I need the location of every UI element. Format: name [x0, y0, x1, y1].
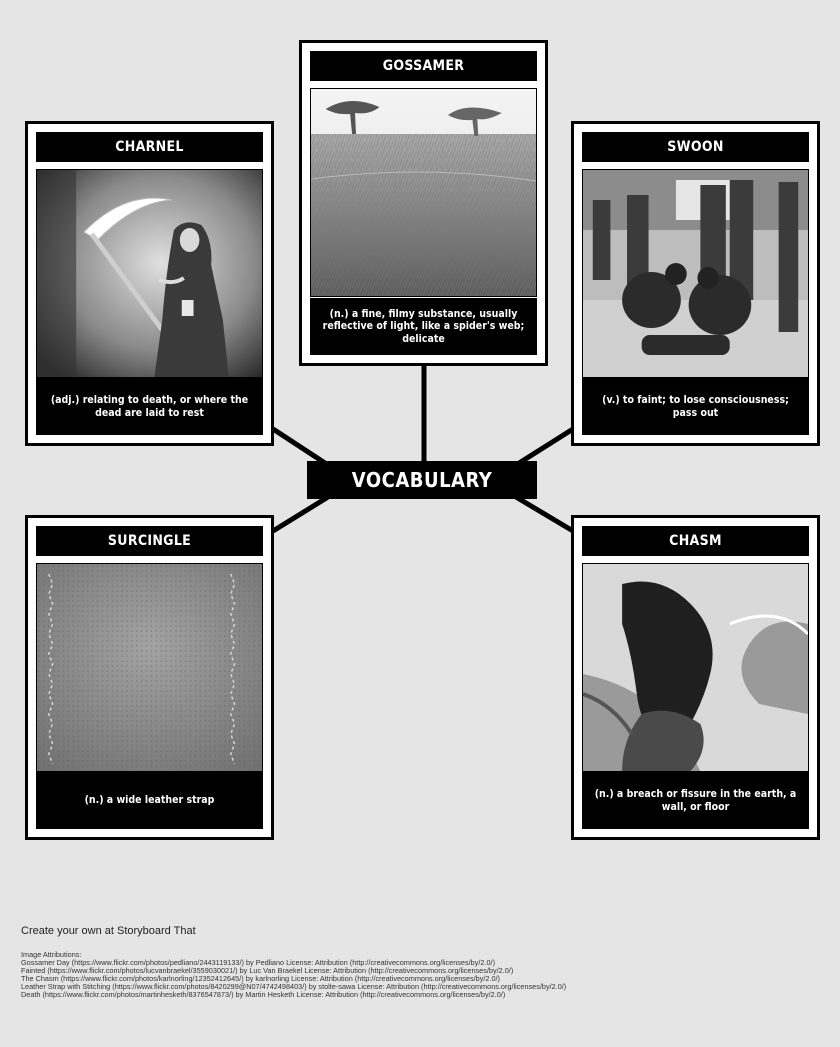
fainted-soldier-image — [582, 169, 809, 378]
chasm-image — [582, 563, 809, 772]
card-title: CHARNEL — [36, 132, 263, 162]
central-topic-label: VOCABULARY — [351, 468, 493, 492]
grim-reaper-image — [36, 169, 263, 378]
attribution-line: Leather Strap with Stitching (https://www.flickr.com/photos/8420299@N07/4742498403/) by stolte-sawa License: Attribution (http://creativecommons.org/licenses/by/2.0/) — [21, 982, 567, 992]
image-attributions — [21, 951, 566, 1000]
card-title: GOSSAMER — [310, 51, 537, 81]
leather-strap-image — [36, 563, 263, 772]
card-definition: (n.) a breach or fissure in the earth, a wall, or floor — [582, 772, 809, 829]
attribution-line: Fainted (https://www.flickr.com/photos/lucvanbraekel/3559030021/) by Luc Van Braekel License: Attribution (http://creativecommons.org/licenses/by/2.0/) — [21, 966, 514, 976]
central-topic — [307, 461, 537, 499]
vocab-card-charnel — [25, 121, 274, 446]
card-definition: (v.) to faint; to lose consciousness; pass out — [582, 378, 809, 435]
attribution-line: Gossamer Day (https://www.flickr.com/photos/pedliano/2443119133/) by Pedliano License: Attribution (http://creativecommons.org/licenses/by/2.0/) — [21, 958, 495, 968]
card-title: CHASM — [582, 526, 809, 556]
card-title: SWOON — [582, 132, 809, 162]
vocab-card-chasm — [571, 515, 820, 840]
vocab-card-gossamer — [299, 40, 548, 366]
storyboard-that-link[interactable]: Create your own at Storyboard That — [21, 925, 196, 937]
vocab-card-swoon — [571, 121, 820, 446]
attributions-title: Image Attributions: — [21, 950, 82, 959]
attribution-line: Death (https://www.flickr.com/photos/martinhesketh/8376547873/) by Martin Hesketh License: Attribution (http://creativecommons.org/licenses/by/2.0/) — [21, 990, 506, 1000]
attribution-line: The Chasm (https://www.flickr.com/photos/karlnorling/12352412645/) by karlnorling License: Attribution (http://creativecommons.org/licenses/by/2.0/) — [21, 974, 500, 984]
card-definition: (n.) a fine, filmy substance, usually reflective of light, like a spider's web; delicate — [310, 298, 537, 355]
card-title: SURCINGLE — [36, 526, 263, 556]
vocab-card-surcingle — [25, 515, 274, 840]
card-definition: (n.) a wide leather strap — [36, 772, 263, 829]
misty-field-image — [310, 88, 537, 297]
card-definition: (adj.) relating to death, or where the dead are laid to rest — [36, 378, 263, 435]
